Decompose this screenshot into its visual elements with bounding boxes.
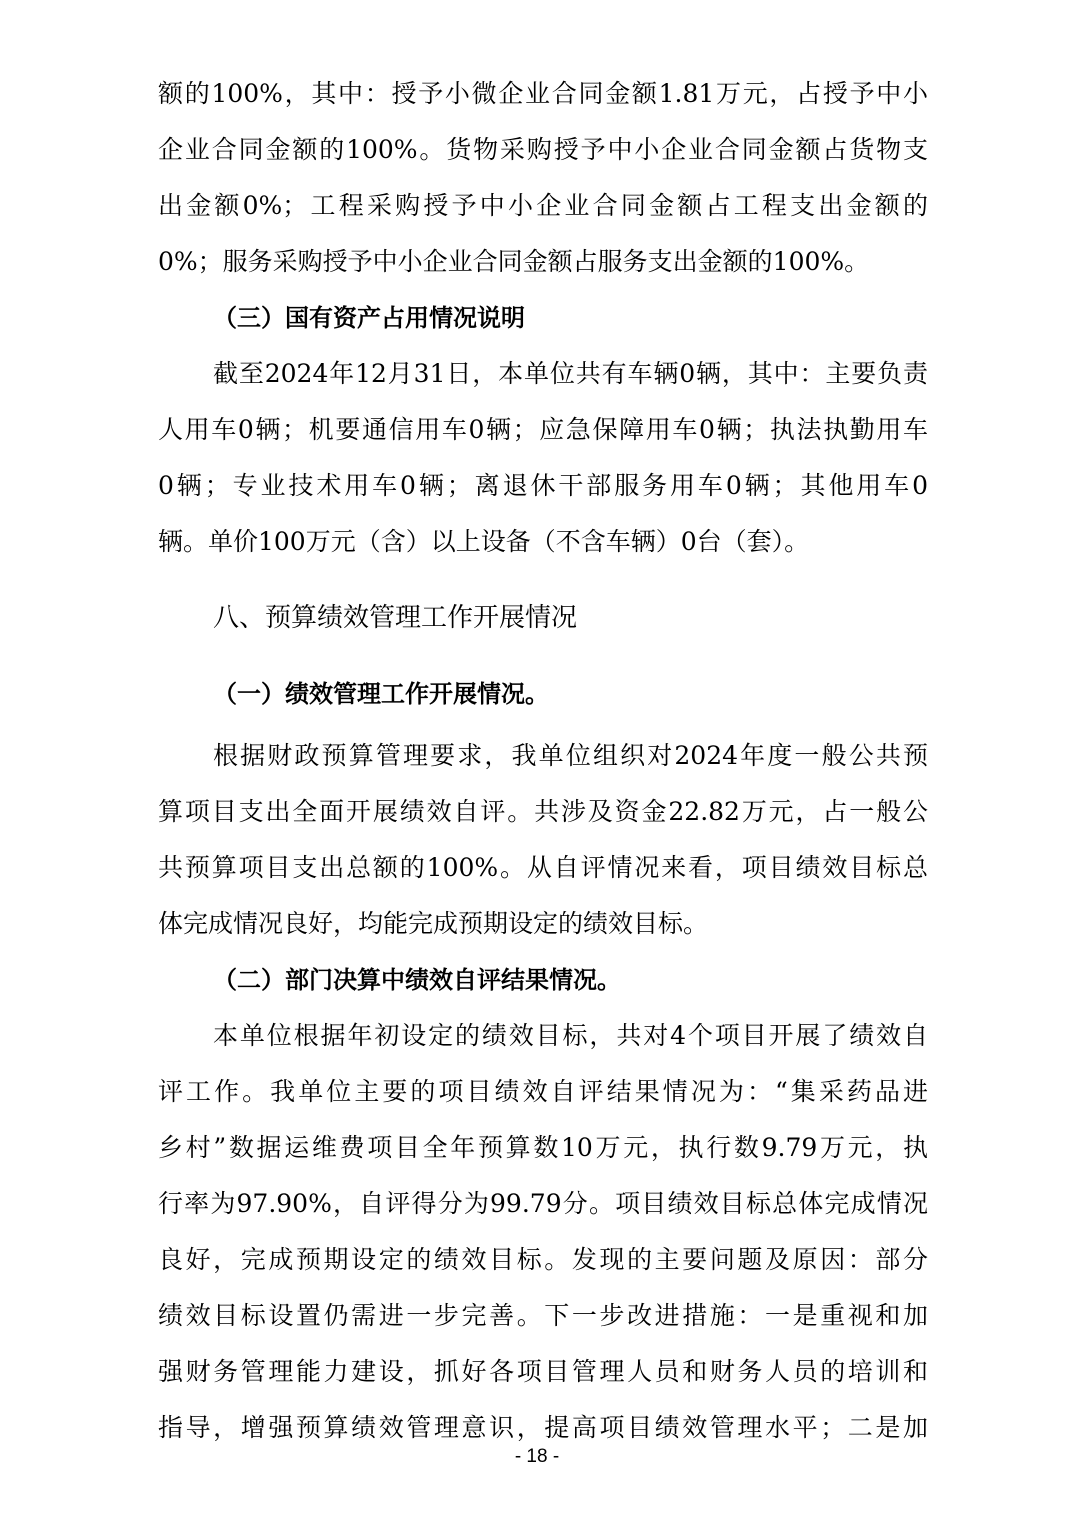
text-line: 乡村”数据运维费项目全年预算数10万元，执行数9.79万元，执 <box>158 1133 928 1162</box>
text-line: 截至2024年12月31日，本单位共有车辆0辆，其中：主要负责 <box>213 359 928 388</box>
section-heading-budget-performance: 八、预算绩效管理工作开展情况 <box>213 603 578 633</box>
text-line: 额的100%，其中：授予小微企业合同金额1.81万元，占授予中小 <box>158 79 928 108</box>
text-line: 0辆；专业技术用车0辆；离退休干部服务用车0辆；其他用车0 <box>158 471 928 500</box>
text-line: 行率为97.90%，自评得分为99.79分。项目绩效目标总体完成情况 <box>158 1189 928 1218</box>
paragraph-vehicles <box>158 346 928 570</box>
subheading-performance-management: （一）绩效管理工作开展情况。 <box>213 680 549 708</box>
text-line: 0%；服务采购授予中小企业合同金额占服务支出金额的100%。 <box>158 247 870 276</box>
text-line: 企业合同金额的100%。货物采购授予中小企业合同金额占货物支 <box>158 135 928 164</box>
text-line: 评工作。我单位主要的项目绩效自评结果情况为：“集采药品进 <box>158 1077 928 1106</box>
text-line: 本单位根据年初设定的绩效目标，共对4个项目开展了绩效自 <box>213 1021 928 1050</box>
paragraph-self-evaluation <box>158 1008 928 1456</box>
text-line: 共预算项目支出总额的100%。从自评情况来看，项目绩效目标总 <box>158 853 928 882</box>
text-line: 良好，完成预期设定的绩效目标。发现的主要问题及原因：部分 <box>158 1245 928 1274</box>
text-line: 出金额0%；工程采购授予中小企业合同金额占工程支出金额的 <box>158 191 928 220</box>
text-line: 根据财政预算管理要求，我单位组织对2024年度一般公共预 <box>213 741 928 770</box>
paragraph-performance-management <box>158 728 928 952</box>
text-line: 体完成情况良好，均能完成预期设定的绩效目标。 <box>158 909 709 938</box>
subheading-state-assets: （三）国有资产占用情况说明 <box>213 304 525 332</box>
text-line: 指导，增强预算绩效管理意识，提高项目绩效管理水平；二是加 <box>158 1413 928 1442</box>
text-line: 算项目支出全面开展绩效自评。共涉及资金22.82万元，占一般公 <box>158 797 928 826</box>
document-page <box>158 66 928 1456</box>
subheading-self-evaluation: （二）部门决算中绩效自评结果情况。 <box>213 966 621 994</box>
page-number: - 18 - <box>514 1446 560 1467</box>
text-line: 辆。单价100万元（含）以上设备（不含车辆）0台（套）。 <box>158 527 810 556</box>
text-line: 强财务管理能力建设，抓好各项目管理人员和财务人员的培训和 <box>158 1357 928 1386</box>
text-line: 绩效目标设置仍需进一步完善。下一步改进措施：一是重视和加 <box>158 1301 928 1330</box>
text-line: 人用车0辆；机要通信用车0辆；应急保障用车0辆；执法执勤用车 <box>158 415 928 444</box>
paragraph-procurement <box>158 66 928 290</box>
